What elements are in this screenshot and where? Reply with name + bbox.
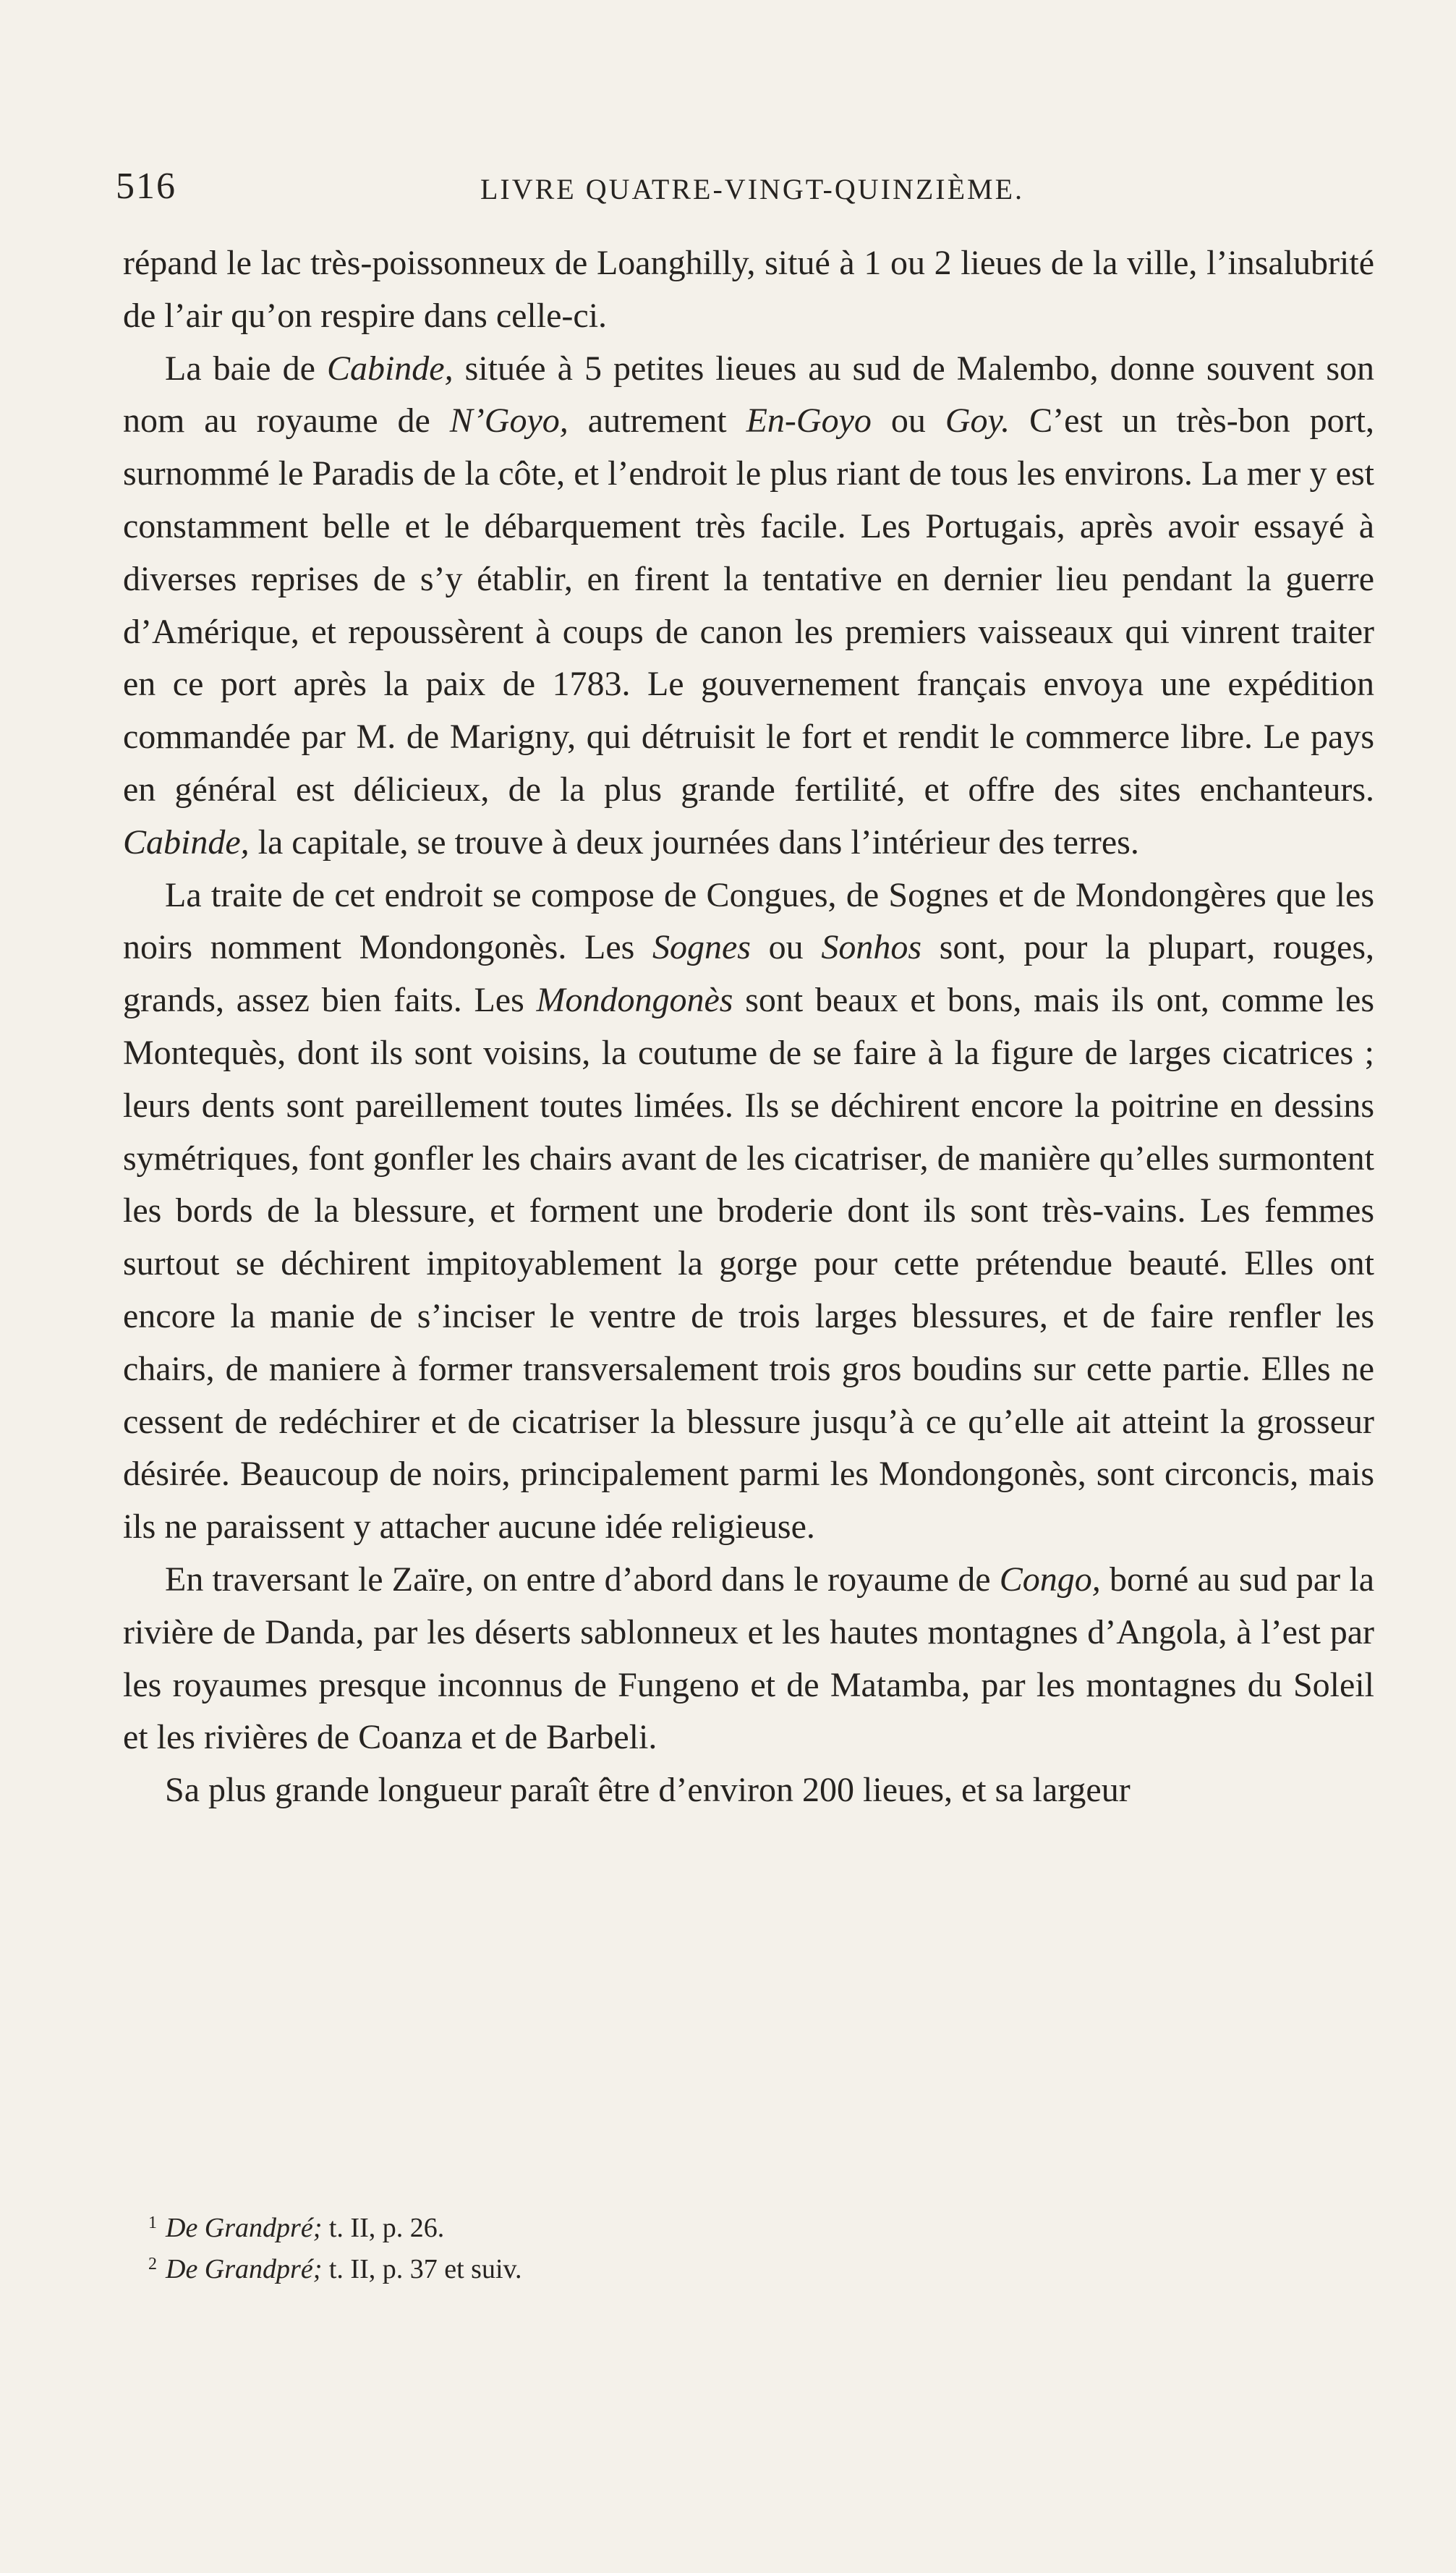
footnote-mark: 2 [148, 2255, 157, 2274]
italic-text: Sognes [652, 928, 751, 967]
italic-text: Cabinde, [326, 349, 454, 388]
page-header [116, 165, 1389, 216]
paragraph [123, 869, 1374, 1554]
footnotes [148, 2205, 1233, 2287]
italic-text: Mondongonès [536, 981, 733, 1020]
footnote-1 [148, 2205, 1233, 2246]
text-run: La traite de cet endroit se compose de Congues, de Sognes et de Mondongères que les noirs nomment Mondongonès. Les [123, 875, 1374, 967]
running-title: LIVRE QUATRE-VINGT-QUINZIÈME. [480, 173, 1025, 205]
footnote-reference: t. II, p. 37 et suiv. [322, 2254, 522, 2284]
paragraph [123, 1554, 1374, 1764]
italic-text: En-Goyo [746, 401, 872, 441]
italic-text: Goy. [945, 401, 1010, 441]
text-run: la capitale, se trouve à deux journées dans l’intérieur des terres. [249, 822, 1139, 862]
text-run: La baie de [165, 349, 327, 388]
text-run: ou [750, 928, 822, 967]
text-run: ou [871, 401, 945, 441]
text-run: située à 5 petites lieues au sud de Malembo, donne souvent son nom au royaume de [123, 349, 1374, 441]
text-run: répand le lac très-poissonneux de Loanghilly, situé à 1 ou 2 lieues de la ville, l’insalubrité de l’air qu’on respire dans celle-ci. [123, 244, 1374, 335]
text-run: sont beaux et bons, mais ils ont, comme les Montequès, dont ils sont voisins, la coutume de se faire à la figure de larges cicatrices ; leurs dents sont pareillement toutes limées. Ils se déchirent encore la poitrine en dessins symétriques, font gonfler les chairs avant de les cicatriser, de manière qu’elles surmontent les bords de la blessure, et forment une broderie dont ils sont très-vains. Les femmes surtout se déchirent impitoyablement la gorge pour cette prétendue beauté. Elles ont encore la manie de s’inciser le ventre de trois larges blessures, et de faire renfler les chairs, de maniere à former transversalement trois gros boudins sur cette partie. Elles ne cessent de redéchirer et de cicatriser la blessure jusqu’à ce qu’elle ait atteint la grosseur désirée. Beaucoup de noirs, principalement parmi les Mondongonès, sont circoncis, mais ils ne paraissent y attacher aucune idée religieuse. [123, 981, 1375, 1547]
text-run: sont, pour la plupart, rouges, grands, assez bien faits. Les [123, 928, 1374, 1020]
footnote-mark: 1 [148, 2213, 157, 2232]
text-run: autrement [568, 401, 746, 441]
italic-text: Congo, [999, 1560, 1101, 1599]
body-text [123, 237, 1374, 1817]
footnote-author: De Grandpré; [166, 2254, 323, 2284]
paragraph [123, 343, 1374, 869]
italic-text: Cabinde, [123, 822, 250, 862]
page-number: 516 [116, 166, 176, 207]
footnote-2 [148, 2246, 1233, 2287]
italic-text: Sonhos [821, 928, 922, 967]
text-run: C’est un très-bon port, surnommé le Paradis de la côte, et l’endroit le plus riant de tous les environs. La mer y est constamment belle et le débarquement très facile. Les Portugais, après avoir essayé à diverses reprises de s’y établir, en firent la tentative en dernier lieu pendant la guerre d’Amérique, et repoussèrent à coups de canon les premiers vaisseaux qui vinrent traiter en ce port après la paix de 1783. Le gouvernement français envoya une expédition commandée par M. de Marigny, qui détruisit le fort et rendit le commerce libre. Le pays en général est délicieux, de la plus grande fertilité, et offre des sites enchanteurs. [123, 401, 1375, 809]
paragraph [123, 237, 1374, 343]
text-run: borné au sud par la rivière de Danda, par les déserts sablonneux et les hautes montagnes d’Angola, à l’est par les royaumes presque inconnus de Fungeno et de Matamba, par les montagnes du Soleil et les rivières de Coanza et de Barbeli. [123, 1560, 1375, 1757]
text-run: En traversant le Zaïre, on entre d’abord dans le royaume de [165, 1560, 1000, 1599]
italic-text: N’Goyo, [449, 401, 569, 441]
footnote-author: De Grandpré; [166, 2213, 323, 2243]
footnote-reference: t. II, p. 26. [322, 2213, 445, 2243]
paragraph [123, 1764, 1374, 1817]
text-run: Sa plus grande longueur paraît être d’environ 200 lieues, et sa largeur [165, 1771, 1131, 1810]
